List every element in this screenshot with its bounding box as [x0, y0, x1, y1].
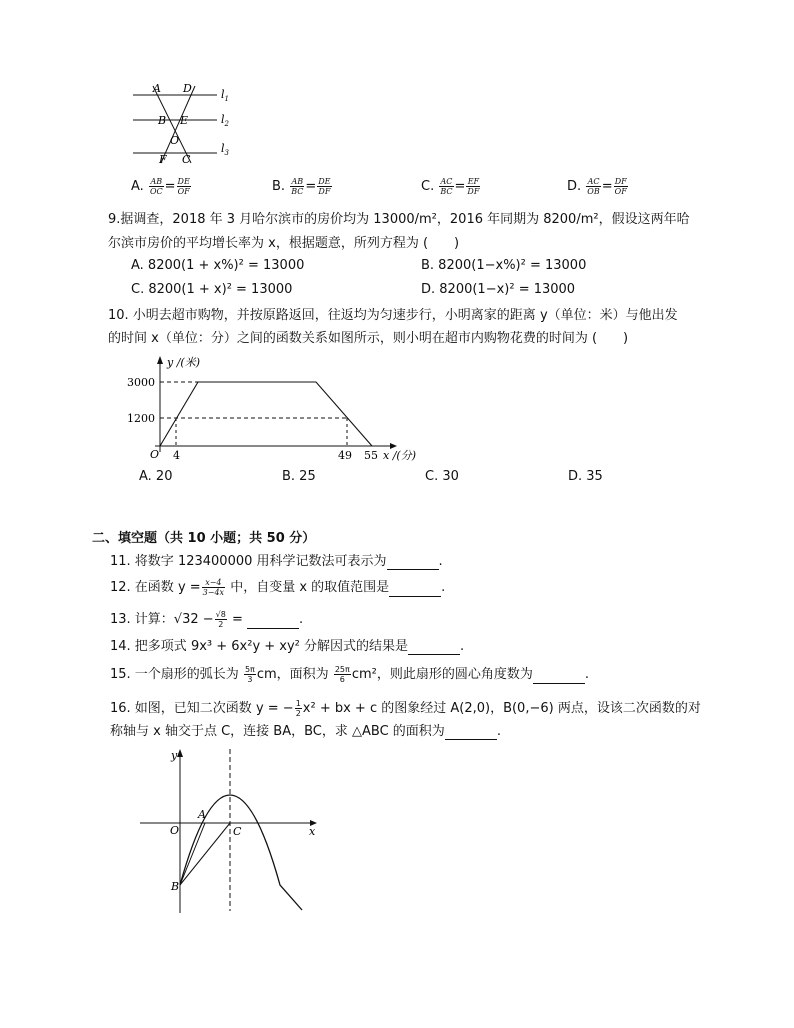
label-C: C: [182, 153, 191, 166]
label-l3-sub: 3: [224, 149, 229, 157]
q9-line2: 尔滨市房价的平均增长率为 x，根据题意，所列方程为 ( ): [108, 236, 460, 251]
q9-option-a[interactable]: A. 8200(1 + x%)² = 13000: [131, 258, 305, 273]
answer-blank[interactable]: [389, 584, 441, 597]
q12: 12. 在函数 y = $\frac{x-4}{3-4x}$ 中，自变量 x 的取值范围是 .: [110, 578, 446, 597]
x-axis-label: x /(分): [383, 449, 416, 462]
q15: 15. 一个扇形的弧长为 $\frac{5\pi}{3}$ cm，面积为 $\frac{25\pi}{6}$ cm²，则此扇形的圆心角度数为 .: [110, 665, 589, 684]
point-C-label: C: [233, 825, 242, 838]
svg-text:l2: [221, 113, 230, 128]
q10-option-d[interactable]: D. 35: [568, 469, 603, 484]
tick-49: 49: [338, 449, 352, 462]
q14: 14. 把多项式 9x³ + 6x²y + xy² 分解因式的结果是 .: [110, 639, 465, 654]
label-E: E: [180, 114, 189, 127]
point-A-label: A: [198, 808, 206, 821]
label-A: A: [153, 82, 161, 95]
svg-text:l1: [221, 88, 229, 103]
q10-option-b[interactable]: B. 25: [282, 469, 316, 484]
q8-option-d[interactable]: D. $\frac{AC}{OB}$ = $\frac{DF}{OF}$: [567, 177, 627, 196]
label-O: O: [170, 134, 180, 147]
q9-option-d[interactable]: D. 8200(1−x)² = 13000: [421, 282, 576, 297]
label-l1: l: [221, 88, 225, 101]
tick-55: 55: [364, 449, 378, 462]
q10-line1: 10. 小明去超市购物，并按原路返回，往返均为匀速步行，小明离家的距离 y（单位：米）与他出发: [108, 308, 678, 323]
parabola-figure: [132, 745, 322, 915]
tick-3000: 3000: [127, 376, 155, 389]
distance-time-graph: [125, 352, 425, 464]
axis-y-label: y: [171, 749, 178, 762]
q9-line1: 9.据调查，2018 年 3 月哈尔滨市的房价均为 13000/m²，2016 年同期为 8200/m²，假设这两年哈: [108, 212, 690, 227]
q8-option-a[interactable]: A. $\frac{AB}{OC}$ = $\frac{DE}{OF}$: [131, 177, 190, 196]
q16-line2: 称轴与 x 轴交于点 C，连接 BA，BC，求 △ABC 的面积为 .: [110, 724, 501, 739]
label-l2-sub: 2: [224, 120, 229, 128]
axis-x-label: x: [309, 825, 316, 838]
point-B-label: B: [171, 880, 180, 893]
tick-1200: 1200: [127, 412, 155, 425]
q8-option-c[interactable]: C. $\frac{AC}{BC}$ = $\frac{EF}{DF}$: [421, 177, 480, 196]
answer-blank[interactable]: [533, 671, 585, 684]
answer-blank[interactable]: [408, 642, 460, 655]
answer-blank[interactable]: [247, 616, 299, 629]
svg-text:l3: [221, 142, 230, 157]
label-l2: l: [221, 113, 225, 126]
q9-option-b[interactable]: B. 8200(1−x%)² = 13000: [421, 258, 587, 273]
label-B: B: [158, 114, 167, 127]
q8-option-b[interactable]: B. $\frac{AB}{BC}$ = $\frac{DE}{DF}$: [272, 177, 331, 196]
q10-option-a[interactable]: A. 20: [139, 469, 173, 484]
answer-blank[interactable]: [445, 727, 497, 740]
label-F: F: [159, 153, 167, 166]
label-D: D: [183, 82, 192, 95]
q10-option-c[interactable]: C. 30: [425, 469, 459, 484]
answer-blank[interactable]: [387, 557, 439, 570]
point-O-label: O: [170, 824, 180, 837]
section-title: 二、填空题（共 10 小题；共 50 分）: [92, 531, 316, 546]
parallel-lines-figure: [125, 78, 245, 170]
y-axis-label: y /(米): [167, 356, 200, 369]
tick-4: 4: [173, 449, 180, 462]
label-l1-sub: 1: [224, 95, 229, 103]
q11: 11. 将数字 123400000 用科学记数法可表示为 .: [110, 554, 443, 569]
q13: 13. 计算：√32 − $\frac{√8}{2}$ = .: [110, 610, 304, 629]
q9-option-c[interactable]: C. 8200(1 + x)² = 13000: [131, 282, 293, 297]
q16-line1: 16. 如图，已知二次函数 y = − $\frac{1}{2}$ x² + bx + c 的图象经过 A(2,0)，B(0,−6) 两点，设该二次函数的对: [110, 699, 701, 718]
label-l3: l: [221, 142, 225, 155]
q10-line2: 的时间 x（单位：分）之间的函数关系如图所示，则小明在超市内购物花费的时间为 ( ): [108, 331, 629, 346]
origin-label: O: [150, 448, 160, 461]
